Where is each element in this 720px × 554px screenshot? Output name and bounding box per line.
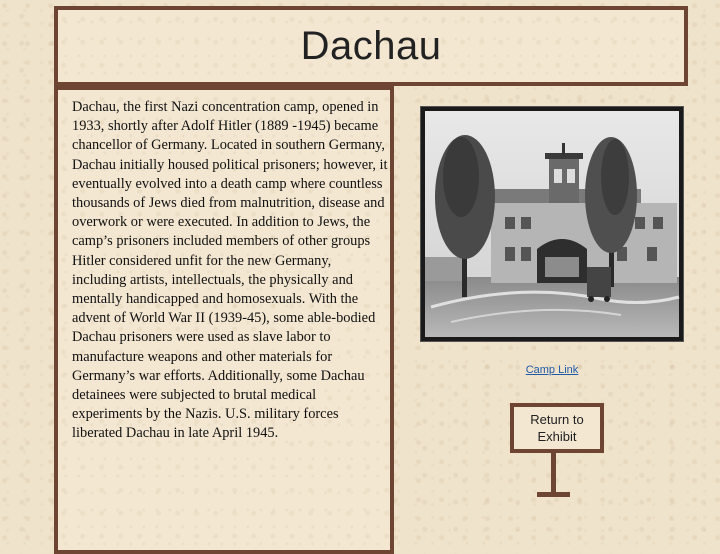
page-title: Dachau xyxy=(300,24,442,68)
dachau-gate-photo xyxy=(420,106,684,342)
title-panel xyxy=(54,6,688,86)
return-to-exhibit-button[interactable] xyxy=(510,403,604,453)
signpost-base xyxy=(537,492,570,497)
gatehouse-image xyxy=(421,107,683,341)
signpost xyxy=(551,453,556,493)
camp-link[interactable]: Camp Link xyxy=(525,364,579,376)
return-button-label: Return to Exhibit xyxy=(530,412,584,444)
article-panel xyxy=(54,86,394,554)
article-body: Dachau, the first Nazi concentration camp, opened in 1933, shortly after Adolf Hitler (1889 -1945) became chancellor of Germany. Located in southern Germany, Dachau initially housed political prisoners; however, it eventually evolved into a death camp where countless thousands of Jews died from malnutrition, disease and overwork or were executed. In addition to Jews, the camp’s prisoners included members of other groups Hitler considered unfit for the new Germany, including artists, intellectuals, the physically and mentally handicapped and homosexuals. With the advent of World War II (1939-45), some able-bodied Dachau prisoners were used as slave labor to manufacture weapons and other materials for Germany’s war efforts. Additionally, some Dachau detainees were subjected to brutal medical experiments by the Nazis. U.S. military forces liberated Dachau in late April 1945. xyxy=(72,99,388,442)
